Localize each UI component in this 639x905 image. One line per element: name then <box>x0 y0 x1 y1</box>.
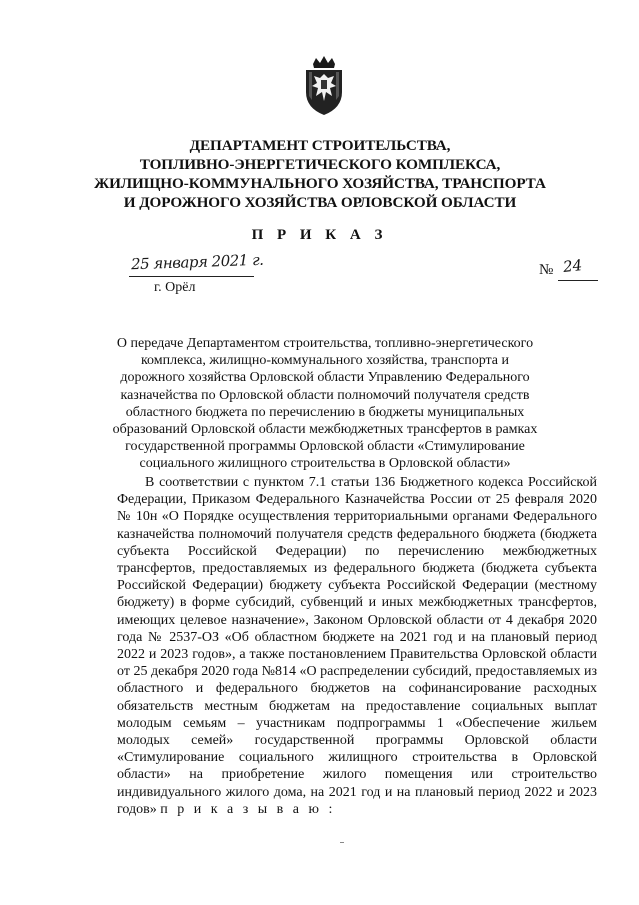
scan-speck <box>340 842 344 843</box>
department-name <box>60 136 580 212</box>
department-line: ТОПЛИВНО-ЭНЕРГЕТИЧЕСКОГО КОМПЛЕКСА, <box>139 156 501 173</box>
closing-directive: п р и к а з ы в а ю : <box>160 801 336 817</box>
handwritten-date: 25 января 2021 г. <box>130 250 264 274</box>
order-subject: О передаче Департаментом строительства, топливно-энергетического комплекса, жилищно-коммунального хозяйства, транспорта и дорожного хозяйства Орловской области Управлению Федерального казначейства по Орловской области полномочий получателя средств областного бюджета по перечислению в бюджеты муниципальных образований Орловской области межбюджетных трансфертов в рамках государственной программы Орловской области «Стимулирование социального жилищного строительства в Орловской области» <box>112 336 538 472</box>
number-underline <box>558 280 598 281</box>
orel-region-coat-of-arms-icon <box>299 56 349 116</box>
department-line: ЖИЛИЩНО-КОММУНАЛЬНОГО ХОЗЯЙСТВА, ТРАНСПОРТА <box>94 175 546 192</box>
department-line: И ДОРОЖНОГО ХОЗЯЙСТВА ОРЛОВСКОЙ ОБЛАСТИ <box>123 194 517 211</box>
order-body <box>117 474 597 818</box>
document-type-title: П Р И К А З <box>251 227 388 243</box>
city-label: г. Орёл <box>154 280 196 295</box>
handwritten-order-number: 24 <box>562 256 583 276</box>
department-line: ДЕПАРТАМЕНТ СТРОИТЕЛЬСТВА, <box>189 137 451 154</box>
number-sign: № <box>539 262 554 278</box>
body-paragraph: В соответствии с пунктом 7.1 статьи 136 Бюджетного кодекса Российской Федерации, Приказом Федерального Казначейства России от 25 февраля 2020 № 10н «О Порядке осуществления территориальными органами Федерального казначейства полномочий получателя средств федерального бюджета (бюджета субъекта Российской Федерации) по перечислению межбюджетных трансфертов, предоставляемых из федерального бюджета (бюджета субъекта Российской Федерации) бюджету субъекта Российской Федерации (местному бюджету) в форме субсидий, субвенций и иных межбюджетных трансфертов, имеющих целевое назначение», Законом Орловской области от 4 декабря 2020 года № 2537-ОЗ «Об областном бюджете на 2021 год и на плановый период 2022 и 2023 годов», а также постановлением Правительства Орловской области от 25 декабря 2020 года №814 «О распределении субсидий, предоставляемых из областного и федерального бюджетов на софинансирование расходных обязательств местным бюджетам на предоставление социальных выплат молодым семьям – участникам подпрограммы 1 «Обеспечение жильем молодых семей» государственной программы Орловской области «Стимулирование социального жилищного строительства в Орловской области» на приобретение жилого помещения или строительство индивидуального жилого дома, на 2021 год и на плановый период 2022 и 2023 годов» <box>117 475 597 817</box>
date-underline <box>129 276 254 277</box>
